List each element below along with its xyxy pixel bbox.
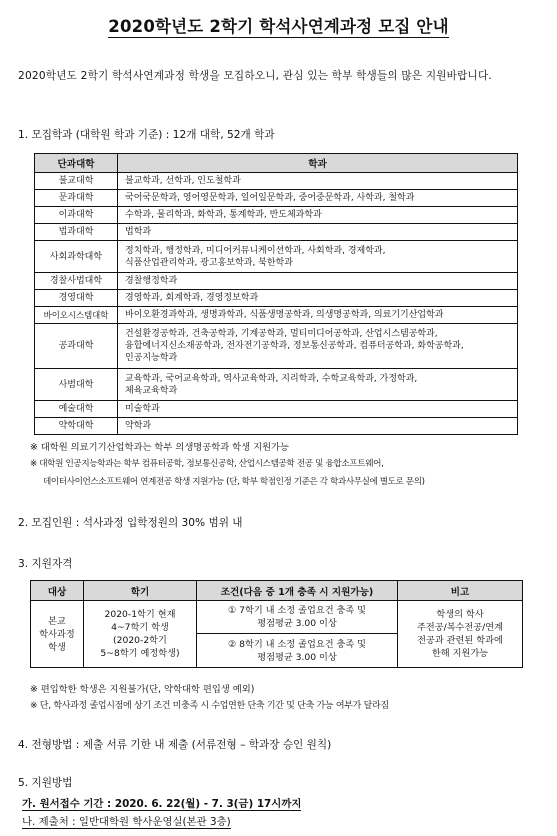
table-row [35,190,518,207]
table-row [35,207,518,224]
department-table [34,153,518,435]
college-name: 사범대학 [35,369,118,401]
department-list: 교육학과, 국어교육학과, 역사교육학과, 지리학과, 수학교육학과, 가정학과, 체육교육학과 [118,369,518,401]
table-row [35,401,518,418]
header-condition: 조건(다음 중 1개 충족 시 지원가능) [197,581,398,601]
department-list: 경찰행정학과 [118,273,518,290]
header-semester: 학기 [84,581,197,601]
remark-cell: 학생의 학사 주전공/복수전공/연계 전공과 관련된 학과에 한해 지원가능 [398,601,523,668]
department-table-header [35,154,518,173]
header-college: 단과대학 [35,154,118,173]
table-row [35,273,518,290]
college-name: 경영대학 [35,290,118,307]
department-list: 수학과, 물리학과, 화학과, 통계학과, 반도체과학과 [118,207,518,224]
table-row [35,241,518,273]
condition-1: ① 7학기 내 소정 졸업요건 충족 및 평점평균 3.00 이상 [197,601,398,634]
submission-office: 나. 제출처 : 일반대학원 학사운영실(본관 3층) [22,816,231,828]
department-list: 건설환경공학과, 건축공학과, 기계공학과, 멀티미디어공학과, 산업시스템공학과, 융합에너지신소재공학과, 전자전기공학과, 정보통신공학과, 컴퓨터공학과, 화학공학과, 인공지능학과 [118,324,518,369]
header-department: 학과 [118,154,518,173]
table-row [35,418,518,435]
department-list: 경영학과, 회계학과, 경영정보학과 [118,290,518,307]
page-title: 2020학년도 2학기 학석사연계과정 모집 안내 [108,17,449,36]
table-row [35,369,518,401]
section1-note-3: 데이터사이언스소프트웨어 연계전공 학생 지원가능 (단, 학부 학점인정 기준은 각 학과사무실에 별도로 문의) [43,477,425,487]
section1-note-2: ※ 대학원 인공지능학과는 학부 컴퓨터공학, 정보통신공학, 산업시스템공학 전공 및 융합소프트웨어, [30,459,384,469]
table-row [35,224,518,241]
department-list: 미술학과 [118,401,518,418]
table-row [35,307,518,324]
header-remark: 비고 [398,581,523,601]
department-list: 법학과 [118,224,518,241]
college-name: 문과대학 [35,190,118,207]
section3-heading: 3. 지원자격 [18,558,73,570]
intro-paragraph: 2020학년도 2학기 학석사연계과정 학생을 모집하오니, 관심 있는 학부 학생들의 많은 지원바랍니다. [18,70,492,82]
college-name: 바이오시스템대학 [35,307,118,324]
college-name: 경찰사법대학 [35,273,118,290]
application-period: 가. 원서접수 기간 : 2020. 6. 22(월) - 7. 3(금) 17시까지 [22,798,302,810]
section2-heading: 2. 모집인원 : 석사과정 입학정원의 30% 범위 내 [18,517,243,529]
college-name: 법과대학 [35,224,118,241]
qualification-table-header [31,581,523,601]
condition-2: ② 8학기 내 소정 졸업요건 충족 및 평점평균 3.00 이상 [197,634,398,668]
section1-note-1: ※ 대학원 의료기기산업학과는 학부 의생명공학과 학생 지원가능 [30,442,290,453]
department-list: 바이오환경과학과, 생명과학과, 식품생명공학과, 의생명공학과, 의료기기산업학과 [118,307,518,324]
section3-note-2: ※ 단, 학사과정 졸업시점에 상기 조건 미충족 시 수업연한 단축 기간 및 단축 가능 여부가 달라짐 [30,701,389,711]
college-name: 사회과학대학 [35,241,118,273]
section4-heading: 4. 전형방법 : 제출 서류 기한 내 제출 (서류전형 – 학과장 승인 원칙) [18,739,332,751]
table-row [35,324,518,369]
section1-heading: 1. 모집학과 (대학원 학과 기준) : 12개 대학, 52개 학과 [18,129,275,141]
department-list: 정치학과, 행정학과, 미디어커뮤니케이션학과, 사회학과, 경제학과, 식품산업관리학과, 광고홍보학과, 북한학과 [118,241,518,273]
college-name: 공과대학 [35,324,118,369]
section3-note-1: ※ 편입학한 학생은 지원불가(단, 약학대학 편입생 예외) [30,684,255,695]
college-name: 불교대학 [35,173,118,190]
target-cell: 본교 학사과정 학생 [31,601,84,668]
table-row [35,290,518,307]
section5-heading: 5. 지원방법 [18,777,73,789]
table-row [31,601,523,634]
department-list: 불교학과, 선학과, 인도철학과 [118,173,518,190]
semester-cell: 2020-1학기 현재 4~7학기 학생 (2020-2학기 5~8학기 예정학생) [84,601,197,668]
college-name: 약학대학 [35,418,118,435]
college-name: 예술대학 [35,401,118,418]
college-name: 이과대학 [35,207,118,224]
department-list: 국어국문학과, 영어영문학과, 일어일문학과, 중어중문학과, 사학과, 철학과 [118,190,518,207]
department-list: 약학과 [118,418,518,435]
qualification-table [30,580,523,668]
table-row [35,173,518,190]
header-target: 대상 [31,581,84,601]
